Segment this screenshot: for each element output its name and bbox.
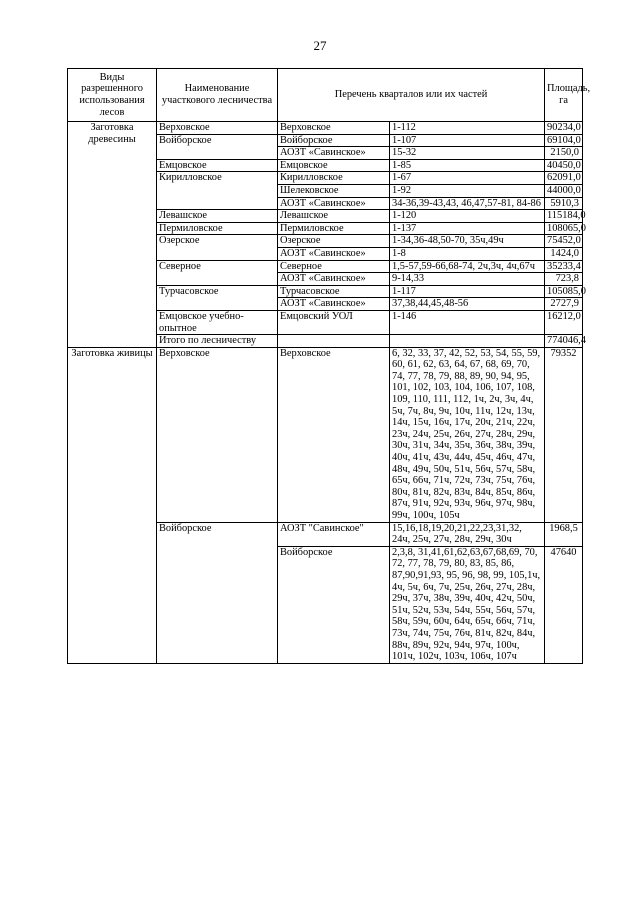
district-cell: Озерское	[157, 235, 278, 260]
area-cell: 108065,0	[545, 222, 583, 235]
area-cell: 75452,0	[545, 235, 583, 248]
page-number: 27	[313, 38, 327, 53]
subdistrict-cell: АОЗТ "Савинское"	[278, 522, 390, 546]
area-cell: 1968,5	[545, 522, 583, 546]
subdistrict-cell: Озерское	[278, 235, 390, 248]
header-use-type: Виды разрешенного использования лесов	[68, 69, 157, 122]
subdistrict-cell: Емцовское	[278, 159, 390, 172]
quarters-cell: 1-117	[390, 285, 545, 298]
quarters-cell: 9-14,33	[390, 273, 545, 286]
district-cell: Кирилловское	[157, 172, 278, 210]
area-cell: 2150,0	[545, 147, 583, 160]
subdistrict-cell: АОЗТ «Савинское»	[278, 298, 390, 311]
area-cell: 35233,4	[545, 260, 583, 273]
use-type-cell: Заготовка живицы	[68, 347, 157, 663]
quarters-cell: 15,16,18,19,20,21,22,23,31,32, 24ч, 25ч, 27ч, 28ч, 29ч, 30ч	[390, 522, 545, 546]
district-cell: Емцовское	[157, 159, 278, 172]
district-cell: Войборское	[157, 134, 278, 159]
quarters-cell: 1-112	[390, 122, 545, 135]
area-cell: 1424,0	[545, 247, 583, 260]
area-cell: 69104,0	[545, 134, 583, 147]
quarters-cell: 1-92	[390, 184, 545, 197]
area-cell: 105085,0	[545, 285, 583, 298]
quarters-cell: 1-85	[390, 159, 545, 172]
district-cell: Пермиловское	[157, 222, 278, 235]
subdistrict-cell: Верховское	[278, 347, 390, 522]
quarters-cell: 1-120	[390, 210, 545, 223]
area-cell: 16212,0	[545, 310, 583, 334]
area-cell: 62091,0	[545, 172, 583, 185]
quarters-cell: 1-146	[390, 310, 545, 334]
subdistrict-cell	[278, 335, 390, 348]
quarters-cell: 1,5-57,59-66,68-74, 2ч,3ч, 4ч,67ч	[390, 260, 545, 273]
district-cell: Северное	[157, 260, 278, 285]
total-area: 774046,4	[545, 335, 583, 348]
quarters-cell: 34-36,39-43,43, 46,47,57-81, 84-86	[390, 197, 545, 210]
quarters-cell: 1-34,36-48,50-70, 35ч,49ч	[390, 235, 545, 248]
district-cell: Верховское	[157, 122, 278, 135]
district-cell: Верховское	[157, 347, 278, 522]
subdistrict-cell: Кирилловское	[278, 172, 390, 185]
subdistrict-cell: АОЗТ «Савинское»	[278, 273, 390, 286]
quarters-cell: 1-67	[390, 172, 545, 185]
area-cell: 5910,3	[545, 197, 583, 210]
quarters-cell: 6, 32, 33, 37, 42, 52, 53, 54, 55, 59, 60, 61, 62, 63, 64, 67, 68, 69, 70, 74, 77, 78, 79, 88, 89, 90, 94, 95, 101, 102, 103, 104, 106, 107, 108, 109, 110, 111, 112, 1ч, 2ч, 3ч, 4ч, 5ч, 7ч, 8ч, 9ч, 10ч, 11ч, 12ч, 13ч, 14ч, 15ч, 16ч, 17ч, 20ч, 21ч, 22ч, 23ч, 24ч, 25ч, 26ч, 27ч, 28ч, 29ч, 30ч, 31ч, 34ч, 35ч, 36ч, 38ч, 39ч, 40ч, 41ч, 43ч, 44ч, 45ч, 46ч, 47ч, 48ч, 49ч, 50ч, 51ч, 56ч, 57ч, 58ч, 65ч, 66ч, 71ч, 72ч, 73ч, 75ч, 76ч, 80ч, 81ч, 82ч, 83ч, 84ч, 85ч, 86ч, 87ч, 91ч, 92ч, 93ч, 96ч, 97ч, 98ч, 99ч, 100ч, 105ч	[390, 347, 545, 522]
district-cell: Турчасовское	[157, 285, 278, 310]
subdistrict-cell: АОЗТ «Савинское»	[278, 197, 390, 210]
subdistrict-cell: Пермиловское	[278, 222, 390, 235]
quarters-cell: 37,38,44,45,48-56	[390, 298, 545, 311]
forest-use-table	[67, 68, 591, 664]
subdistrict-cell: Северное	[278, 260, 390, 273]
header-quarters: Перечень кварталов или их частей	[278, 69, 545, 122]
subdistrict-cell: Войборское	[278, 134, 390, 147]
subdistrict-cell: АОЗТ «Савинское»	[278, 147, 390, 160]
area-cell: 79352	[545, 347, 583, 522]
area-cell: 723,8	[545, 273, 583, 286]
header-area: Площадь, га	[545, 69, 583, 122]
district-cell: Левашское	[157, 210, 278, 223]
table-header-row	[68, 69, 583, 122]
quarters-cell: 1-137	[390, 222, 545, 235]
header-district: Наименование участкового лесничества	[157, 69, 278, 122]
area-cell: 115184,0	[545, 210, 583, 223]
quarters-cell: 1-8	[390, 247, 545, 260]
subdistrict-cell: Шелековское	[278, 184, 390, 197]
area-cell: 2727,9	[545, 298, 583, 311]
subdistrict-cell: Турчасовское	[278, 285, 390, 298]
area-cell: 90234,0	[545, 122, 583, 135]
quarters-cell: 15-32	[390, 147, 545, 160]
subdistrict-cell: АОЗТ «Савинское»	[278, 247, 390, 260]
subdistrict-cell: Войборское	[278, 546, 390, 663]
quarters-cell: 1-107	[390, 134, 545, 147]
quarters-cell: 2,3,8, 31,41,61,62,63,67,68,69, 70, 72, 77, 78, 79, 80, 83, 85, 86, 87,90,91,93, 95, 96, 98, 99, 105,1ч, 4ч, 5ч, 6ч, 7ч, 25ч, 26ч, 27ч, 28ч, 29ч, 37ч, 38ч, 39ч, 40ч, 42ч, 50ч, 51ч, 52ч, 53ч, 54ч, 55ч, 56ч, 57ч, 58ч, 59ч, 60ч, 64ч, 65ч, 66ч, 71ч, 73ч, 74ч, 75ч, 76ч, 81ч, 82ч, 84ч, 88ч, 89ч, 92ч, 94ч, 97ч, 100ч, 101ч, 102ч, 103ч, 106ч, 107ч	[390, 546, 545, 663]
subdistrict-cell: Левашское	[278, 210, 390, 223]
area-cell: 40450,0	[545, 159, 583, 172]
subdistrict-cell: Емцовский УОЛ	[278, 310, 390, 334]
total-label: Итого по лесничеству	[157, 335, 278, 348]
district-cell: Емцовское учебно-опытное	[157, 310, 278, 334]
table-row	[68, 122, 583, 135]
area-cell: 47640	[545, 546, 583, 663]
use-type-cell: Заготовка древесины	[68, 122, 157, 348]
table-row	[68, 347, 583, 522]
subdistrict-cell: Верховское	[278, 122, 390, 135]
area-cell: 44000,0	[545, 184, 583, 197]
district-cell: Войборское	[157, 522, 278, 663]
quarters-cell	[390, 335, 545, 348]
